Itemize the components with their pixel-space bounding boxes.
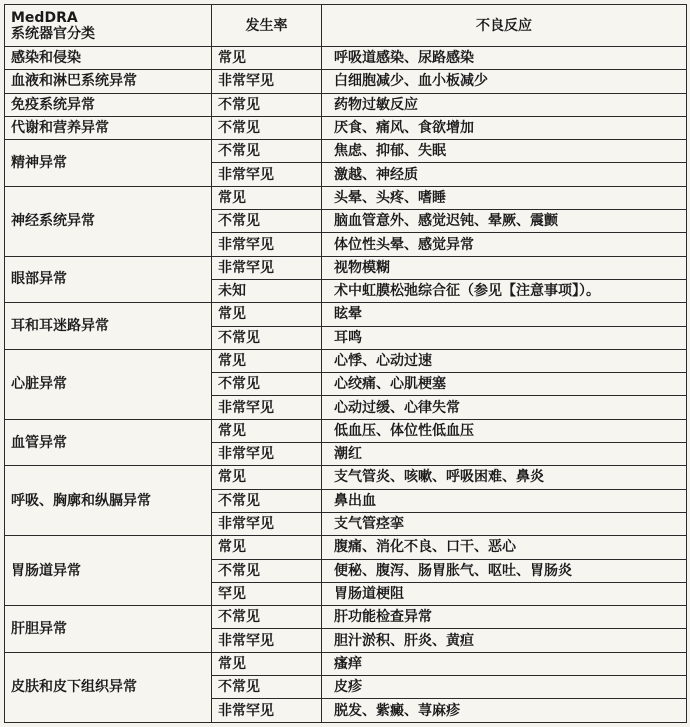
frequency-cell: 未知 <box>212 279 322 302</box>
reaction-cell: 眩晕 <box>322 303 687 326</box>
table-row <box>5 186 687 209</box>
soc-cell: 心脏异常 <box>5 349 212 419</box>
frequency-cell: 非常罕见 <box>212 443 322 466</box>
frequency-cell: 常见 <box>212 303 322 326</box>
reaction-cell: 鼻出血 <box>322 489 687 512</box>
header-reaction: 不良反应 <box>322 5 687 47</box>
soc-cell: 耳和耳迷路异常 <box>5 303 212 350</box>
reaction-cell: 头晕、头疼、嗜睡 <box>322 186 687 209</box>
table-row <box>5 70 687 93</box>
frequency-cell: 非常罕见 <box>212 396 322 419</box>
frequency-cell: 常见 <box>212 186 322 209</box>
reaction-cell: 肝功能检查异常 <box>322 606 687 629</box>
table-row <box>5 349 687 372</box>
table-row <box>5 93 687 116</box>
reaction-cell: 视物模糊 <box>322 256 687 279</box>
adverse-reaction-table <box>4 4 687 723</box>
reaction-cell: 皮疹 <box>322 676 687 699</box>
soc-cell: 感染和侵染 <box>5 47 212 70</box>
table-row <box>5 256 687 279</box>
table-row <box>5 47 687 70</box>
frequency-cell: 常见 <box>212 349 322 372</box>
soc-cell: 血液和淋巴系统异常 <box>5 70 212 93</box>
soc-cell: 代谢和营养异常 <box>5 116 212 139</box>
table-row <box>5 466 687 489</box>
frequency-cell: 非常罕见 <box>212 629 322 652</box>
frequency-cell: 非常罕见 <box>212 163 322 186</box>
table-row <box>5 536 687 559</box>
frequency-cell: 不常见 <box>212 210 322 233</box>
header-soc-line1: MedDRA <box>11 9 78 26</box>
soc-cell: 皮肤和皮下组织异常 <box>5 652 212 722</box>
reaction-cell: 脑血管意外、感觉迟钝、晕厥、震颤 <box>322 210 687 233</box>
soc-cell: 呼吸、胸廓和纵膈异常 <box>5 466 212 536</box>
reaction-cell: 潮红 <box>322 443 687 466</box>
reaction-cell: 厌食、痛风、食欲增加 <box>322 116 687 139</box>
frequency-cell: 常见 <box>212 419 322 442</box>
frequency-cell: 不常见 <box>212 559 322 582</box>
reaction-cell: 白细胞减少、血小板减少 <box>322 70 687 93</box>
frequency-cell: 非常罕见 <box>212 699 322 723</box>
frequency-cell: 不常见 <box>212 606 322 629</box>
reaction-cell: 心动过缓、心律失常 <box>322 396 687 419</box>
header-soc-line2: 系统器官分类 <box>11 25 95 42</box>
frequency-cell: 非常罕见 <box>212 256 322 279</box>
frequency-cell: 常见 <box>212 652 322 675</box>
reaction-cell: 胆汁淤积、肝炎、黄疸 <box>322 629 687 652</box>
header-soc <box>5 5 212 47</box>
reaction-cell: 便秘、腹泻、肠胃胀气、呕吐、胃肠炎 <box>322 559 687 582</box>
soc-cell: 胃肠道异常 <box>5 536 212 606</box>
frequency-cell: 罕见 <box>212 582 322 605</box>
reaction-cell: 术中虹膜松弛综合征（参见【注意事项】）。 <box>322 279 687 302</box>
frequency-cell: 非常罕见 <box>212 512 322 535</box>
reaction-cell: 低血压、体位性低血压 <box>322 419 687 442</box>
frequency-cell: 不常见 <box>212 116 322 139</box>
reaction-cell: 支气管痉挛 <box>322 512 687 535</box>
frequency-cell: 不常见 <box>212 489 322 512</box>
reaction-cell: 腹痛、消化不良、口干、恶心 <box>322 536 687 559</box>
table-row <box>5 419 687 442</box>
reaction-cell: 耳鸣 <box>322 326 687 349</box>
frequency-cell: 常见 <box>212 536 322 559</box>
reaction-cell: 脱发、紫癜、荨麻疹 <box>322 699 687 723</box>
header-row <box>5 5 687 47</box>
table-row <box>5 116 687 139</box>
table-row <box>5 140 687 163</box>
soc-cell: 血管异常 <box>5 419 212 466</box>
frequency-cell: 不常见 <box>212 140 322 163</box>
reaction-cell: 体位性头晕、感觉异常 <box>322 233 687 256</box>
frequency-cell: 不常见 <box>212 326 322 349</box>
reaction-cell: 呼吸道感染、尿路感染 <box>322 47 687 70</box>
table-body <box>5 47 687 723</box>
frequency-cell: 非常罕见 <box>212 233 322 256</box>
table-row <box>5 606 687 629</box>
table-row <box>5 303 687 326</box>
reaction-cell: 激越、神经质 <box>322 163 687 186</box>
reaction-cell: 药物过敏反应 <box>322 93 687 116</box>
adverse-reaction-document <box>4 4 686 723</box>
header-frequency: 发生率 <box>212 5 322 47</box>
table-row <box>5 652 687 675</box>
frequency-cell: 不常见 <box>212 676 322 699</box>
reaction-cell: 心悸、心动过速 <box>322 349 687 372</box>
soc-cell: 眼部异常 <box>5 256 212 303</box>
reaction-cell: 胃肠道梗阻 <box>322 582 687 605</box>
frequency-cell: 不常见 <box>212 373 322 396</box>
soc-cell: 肝胆异常 <box>5 606 212 653</box>
frequency-cell: 非常罕见 <box>212 70 322 93</box>
soc-cell: 免疫系统异常 <box>5 93 212 116</box>
reaction-cell: 支气管炎、咳嗽、呼吸困难、鼻炎 <box>322 466 687 489</box>
soc-cell: 精神异常 <box>5 140 212 187</box>
frequency-cell: 常见 <box>212 47 322 70</box>
reaction-cell: 心绞痛、心肌梗塞 <box>322 373 687 396</box>
frequency-cell: 常见 <box>212 466 322 489</box>
table-header <box>5 5 687 47</box>
frequency-cell: 不常见 <box>212 93 322 116</box>
reaction-cell: 瘙痒 <box>322 652 687 675</box>
reaction-cell: 焦虑、抑郁、失眠 <box>322 140 687 163</box>
soc-cell: 神经系统异常 <box>5 186 212 256</box>
